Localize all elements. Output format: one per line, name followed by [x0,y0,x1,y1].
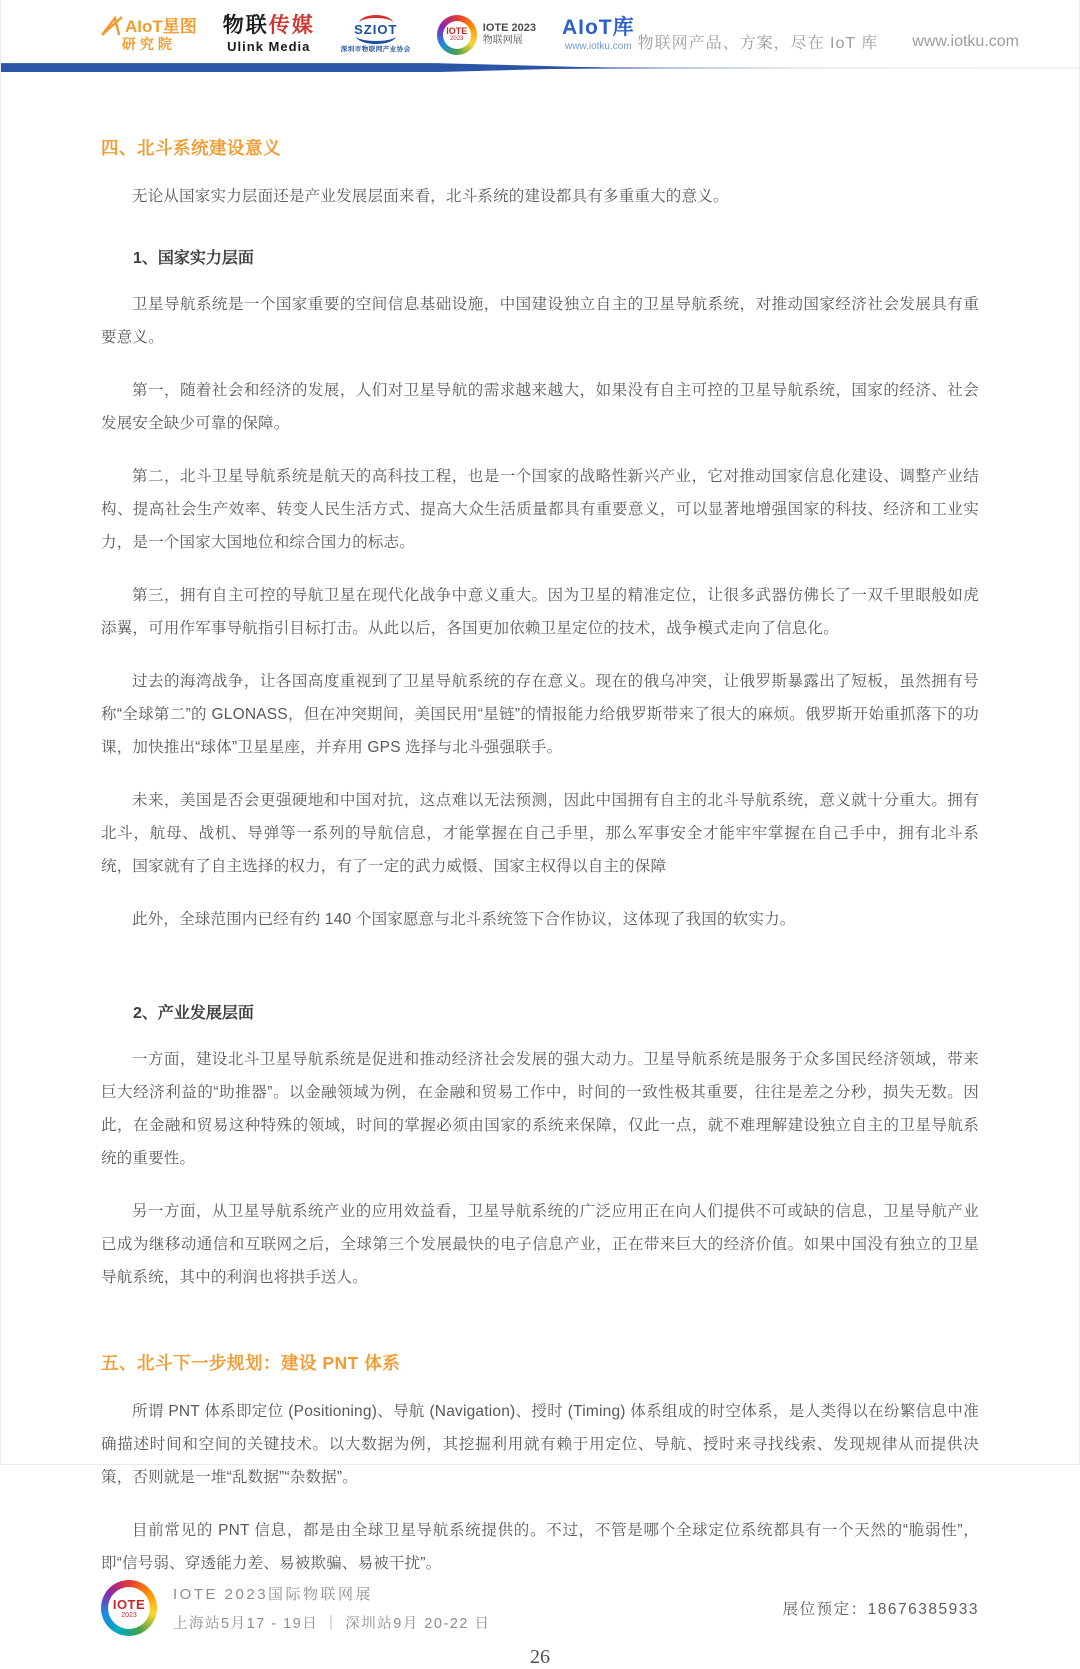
page-footer [1,1580,1079,1636]
section4-sub1-heading: 1、国家实力层面 [133,250,254,268]
paragraph: 卫星导航系统是一个国家重要的空间信息基础设施，中国建设独立自主的卫星导航系统，对推动国家经济社会发展具有重要意义。 [101,296,979,347]
header-right [638,14,1019,53]
header-website: www.iotku.com [912,32,1019,50]
aiot-research-name: AIoT星图 [125,16,197,36]
sziot-subname: 深圳市物联网产业协会 [340,46,411,54]
iote-footer-badge-icon [101,1580,157,1636]
sziot-name: SZIOT [354,22,398,38]
paragraph: 目前常见的 PNT 信息，都是由全球卫星导航系统提供的。不过，不管是哪个全球定位系统都具有一个天然的“脆弱性”，即“信号弱、穿透能力差、易被欺骗、易被干扰”。 [101,1522,979,1573]
footer-left [101,1580,490,1636]
footer-event-dates: 上海站5月17 - 19日 ｜ 深圳站9月 20-22 日 [173,1616,491,1633]
footer-booth-booking: 展位预定：18676385933 [782,1601,979,1619]
sziot-arc2-icon [356,36,396,44]
iote-name-line1: IOTE 2023 [482,21,536,34]
aiot-ku-name: AIoT库 [561,16,635,40]
footer-event-title: IOTE 2023国际物联网展 [173,1586,374,1604]
paragraph: 过去的海湾战争，让各国高度重视到了卫星导航系统的存在意义。现在的俄乌冲突，让俄罗斯暴露出了短板，虽然拥有号称“全球第二”的 GLONASS，但在冲突期间，美国民用“星链”的情报能力给俄罗斯带来了很大的麻烦。俄罗斯开始重抓落下的功课，加快推出“球体”卫星星座，并弃用 GPS 选择与北斗强强联手。 [101,673,979,757]
paragraph: 未来，美国是否会更强硬地和中国对抗，这点难以无法预测，因此中国拥有自主的北斗导航系统，意义就十分重大。拥有北斗，航母、战机、导弹等一系列的导航信息，才能掌握在自己手里，那么军事安全才能牢牢掌握在自己手中，拥有北斗系统，国家就有了自主选择的权力，有了一定的武力威慑、国家主权得以自主的保障 [101,792,979,876]
section5-heading: 五、北斗下一步规划：建设 PNT 体系 [101,1353,401,1374]
header-logo-row [101,14,635,55]
paragraph: 一方面，建设北斗卫星导航系统是促进和推动经济社会发展的强大动力。卫星导航系统是服务于众多国民经济领域，带来巨大经济利益的“助推器”。以金融领域为例，在金融和贸易工作中，时间的一致性极其重要，往往是差之分秒，损失无数。因此，在金融和贸易这种特殊的领域，时间的掌握必须由国家的系统来保障，仅此一点，就不难理解建设独立自主的卫星导航系统的重要性。 [101,1051,979,1168]
aiot-research-logo [101,16,197,52]
ulink-media-logo [223,14,315,55]
ulink-name-part2: 传媒 [268,14,315,37]
iote-name-line2: 物联网展 [482,35,523,47]
header-tagline: 物联网产品、方案，尽在 IoT 库 [637,35,879,52]
aiot-ku-logo [562,16,635,53]
paragraph: 此外，全球范围内已经有约 140 个国家愿意与北斗系统签下合作协议，这体现了我国的软实力。 [132,911,796,929]
paragraph: 第三，拥有自主可控的导航卫星在现代化战争中意义重大。因为卫星的精准定位，让很多武器仿佛长了一双千里眼般如虎添翼，可用作军事导航指引目标打击。从此以后，各国更加依赖卫星定位的技术，战争模式走向了信息化。 [101,587,979,638]
section4-sub2-heading: 2、产业发展层面 [133,1005,254,1023]
iote-footer-badge-top: IOTE [112,1596,146,1612]
page-header [1,0,1079,55]
section4-intro-paragraph: 无论从国家实力层面还是产业发展层面来看，北斗系统的建设都具有多重重大的意义。 [132,188,729,206]
sziot-logo [341,15,411,53]
paragraph: 另一方面，从卫星导航系统产业的应用效益看，卫星导航系统的广泛应用正在向人们提供不可或缺的信息，卫星导航产业已成为继移动通信和互联网之后，全球第三个发展最快的电子信息产业，正在带来巨大的经济价值。如果中国没有独立的卫星导航系统，其中的利润也将拱手送人。 [101,1203,979,1287]
footer-event-info [173,1583,490,1633]
aiot-ku-url: www.iotku.com [564,41,632,53]
paragraph: 第二，北斗卫星导航系统是航天的高科技工程，也是一个国家的战略性新兴产业，它对推动国家信息化建设、调整产业结构、提高社会生产效率、转变人民生活方式、提高大众生活质量都具有重要意义，可以显著地增强国家的科技、经济和工业实力，是一个国家大国地位和综合国力的标志。 [101,468,979,552]
paragraph: 第一，随着社会和经济的发展，人们对卫星导航的需求越来越大，如果没有自主可控的卫星导航系统，国家的经济、社会发展安全缺少可靠的保障。 [101,382,979,433]
aiot-research-subname: 研究院 [121,36,176,53]
ulink-name-part1: 物联 [222,14,269,37]
aiot-research-swoosh-icon [101,16,123,36]
iote-footer-badge-bottom: 2023 [121,1611,137,1619]
document-body [1,63,1079,1580]
iote-badge-bottom: 2023 [450,36,464,43]
section4-heading: 四、北斗系统建设意义 [101,138,281,159]
iote-header-logo [437,15,536,55]
iote-badge-top: IOTE [446,26,468,37]
iote-ring-icon [437,15,477,55]
ulink-subname: Ulink Media [227,39,311,55]
paragraph: 所谓 PNT 体系即定位 (Positioning)、导航 (Navigation)、授时 (Timing) 体系组成的时空体系，是人类得以在纷繁信息中准确描述时间和空间的关键技术。以大数据为例，其挖掘利用就有赖于用定位、导航、授时来寻找线索、发现规律从而提供决策，否则就是一堆“乱数据”“杂数据”。 [101,1403,979,1487]
page-number: 26 [530,1646,550,1669]
